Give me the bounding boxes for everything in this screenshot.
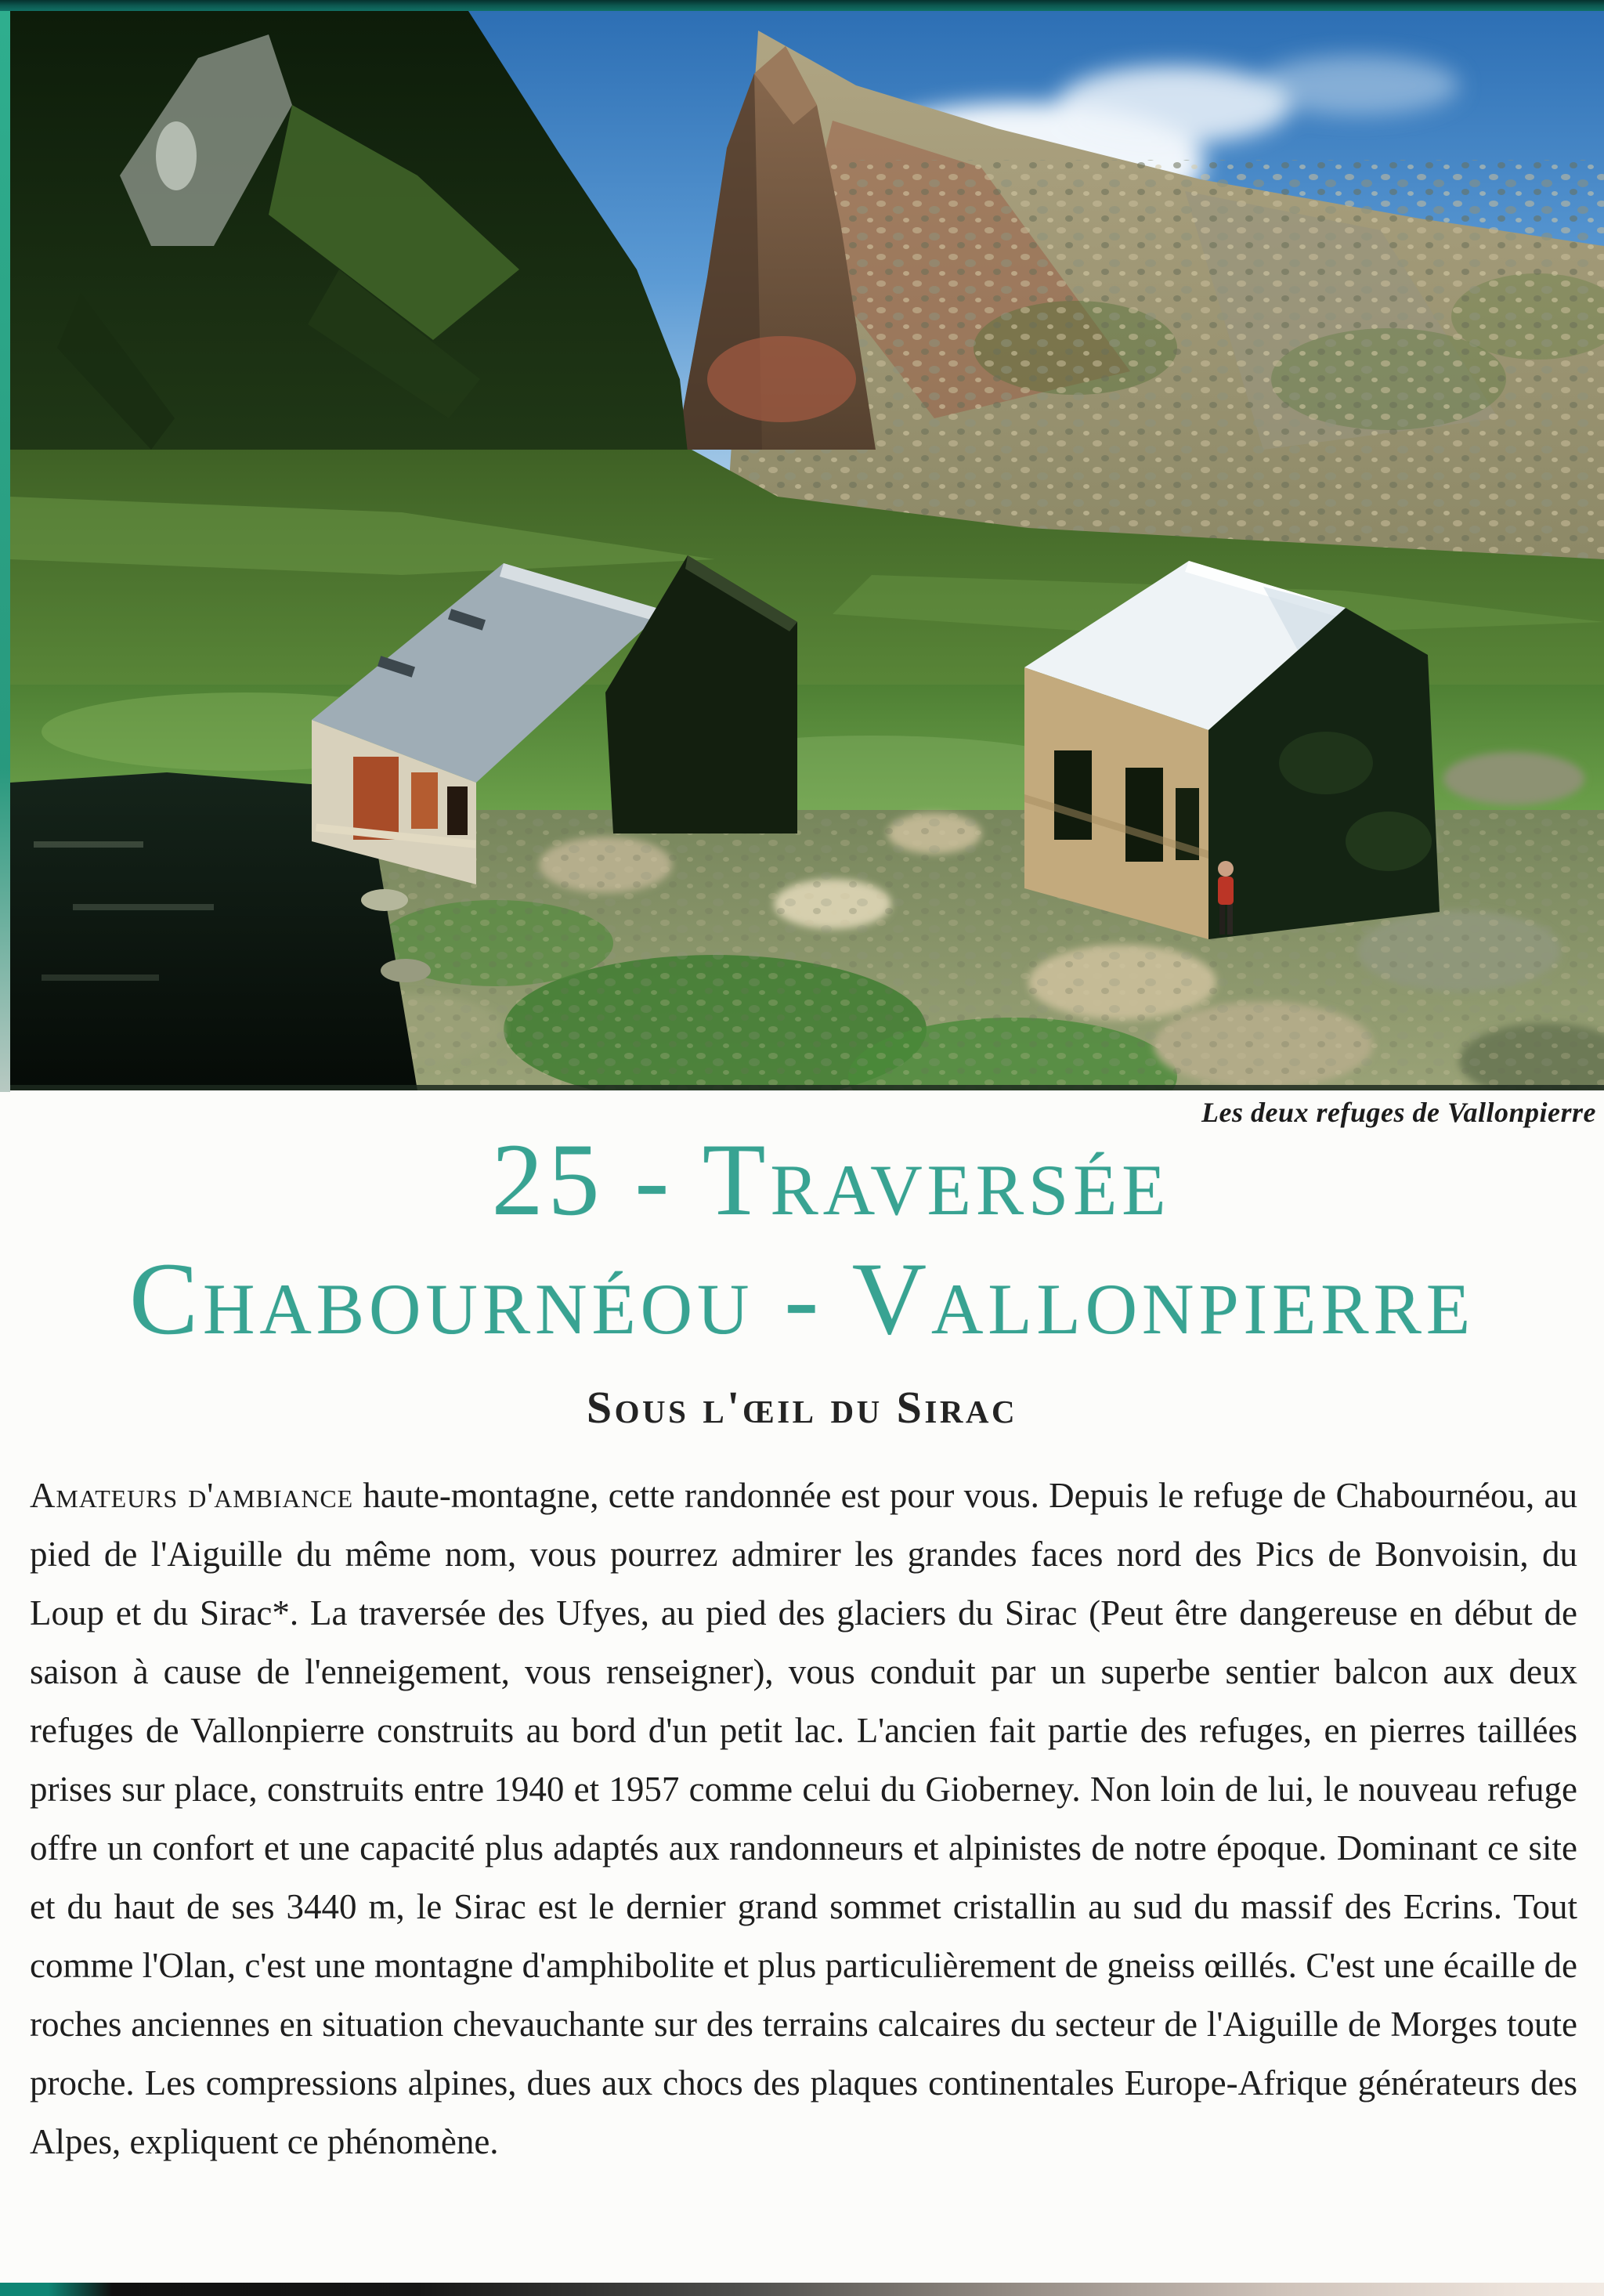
chapter-title-line1: 25 - Traversée [491, 1122, 1171, 1237]
chapter-title [0, 1120, 1604, 1358]
paragraph-text: haute-montagne, cette randonnée est pour vous. Depuis le refuge de Chabournéou, au pied de l'Aiguille du même nom, vous pourrez admirer les grandes faces nord des Pics de Bonvoisin, du Loup et du Sirac*. La traversée des Ufyes, au pied des glaciers du Sirac (Peut être dangereuse en début de saison à cause de l'enneigement, vous renseigner), vous conduit par un superbe sentier balcon aux deux refuges de Vallonpierre construits au bord d'un petit lac. L'ancien fait partie des refuges, en pierres taillées prises sur place, construits entre 1940 et 1957 comme celui du Gioberney. Non loin de lui, le nouveau refuge offre un confort et une capacité plus adaptés aux randonneurs et alpinistes de notre époque. Dominant ce site et du haut de ses 3440 m, le Sirac est le dernier grand sommet cristallin au sud du massif des Ecrins. Tout comme l'Olan, c'est une montagne d'amphibolite et plus particulièrement de gneiss œillés. C'est une écaille de roches anciennes en situation chevauchante sur des terrains calcaires du secteur de l'Aiguille de Morges toute proche. Les compressions alpines, dues aux chocs des plaques continentales Europe-Afrique générateurs des Alpes, expliquent ce phénomène. [30, 1476, 1577, 2161]
top-border [0, 0, 1604, 11]
photo-bottom-edge [10, 1085, 1604, 1090]
bottom-border [0, 2283, 1604, 2296]
chapter-title-line2: Chabournéou - Vallonpierre [128, 1241, 1476, 1356]
lead-in-smallcaps: Amateurs d'ambiance [30, 1476, 354, 1515]
article-paragraph [30, 1466, 1577, 2171]
chapter-subtitle: Sous l'œil du Sirac [586, 1382, 1018, 1433]
refuges-photo [10, 11, 1604, 1090]
mountain-scene [10, 11, 1604, 1090]
photo-caption: Les deux refuges de Vallonpierre [1201, 1097, 1596, 1128]
left-accent-strip [0, 11, 10, 1092]
